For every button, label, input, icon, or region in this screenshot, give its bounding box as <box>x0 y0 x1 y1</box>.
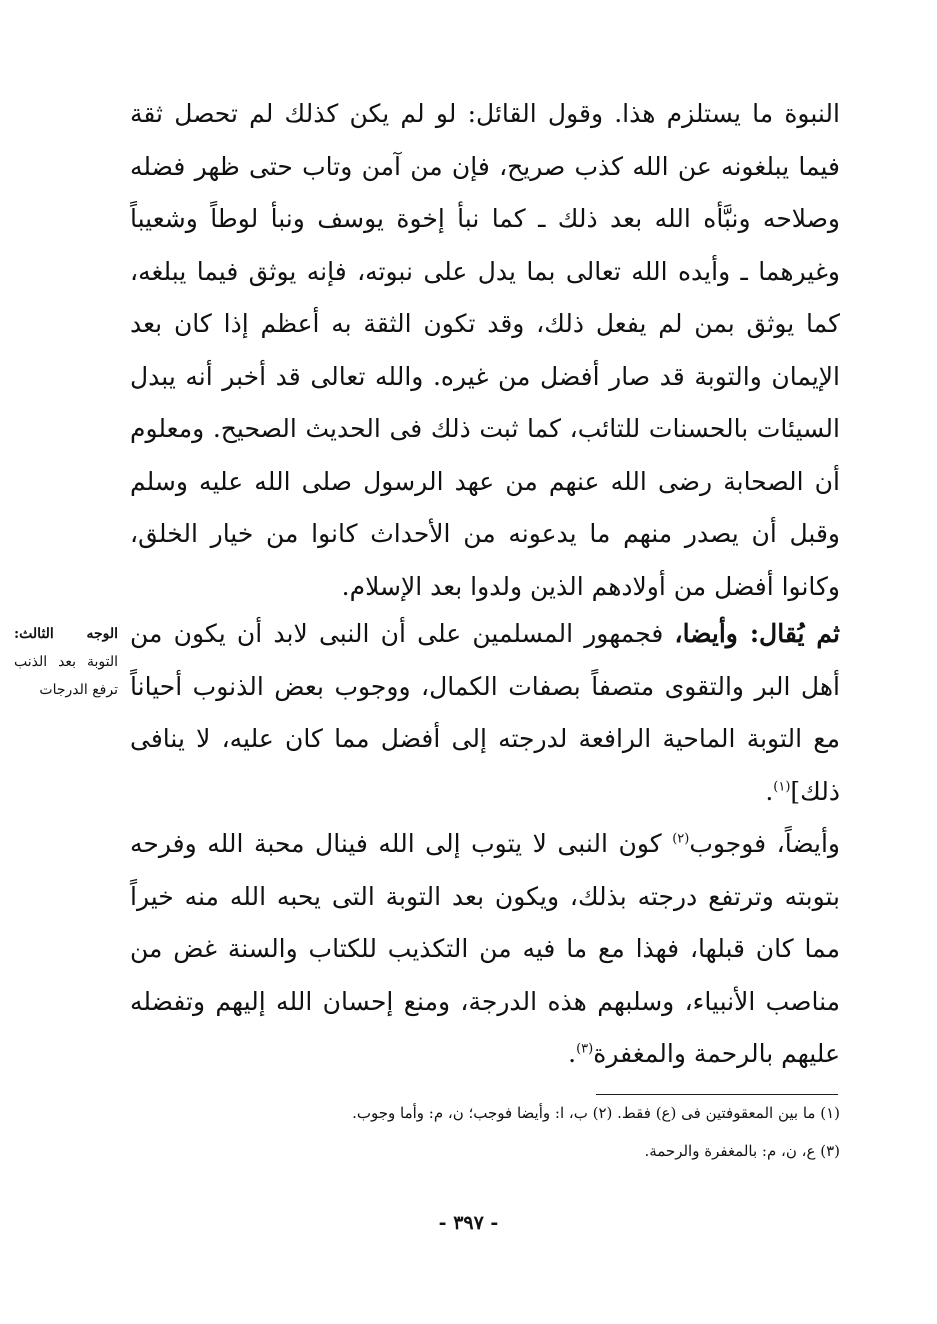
paragraph-text: فجمهور المسلمين على أن النبى لابد أن يكون من أهل البر والتقوى متصفاً بصفات الكمال، ووجوب بعض الذنوب أحياناً مع التوبة الماحية الرافعة لدرجته إلى أفضل مما كان عليه، لا ينافى ذلك] <box>130 619 840 806</box>
margin-note <box>14 620 118 704</box>
footnote-line-2: (٣) ع، ن، م: بالمغفرة والرحمة. <box>644 1142 840 1160</box>
paragraph-end: . <box>568 1039 577 1068</box>
paragraph-lead: ثم يُقال: وأيضا، <box>674 619 841 648</box>
footnote-ref-2: (٢) <box>672 831 690 847</box>
margin-note-text: التوبة بعد الذنب ترفع الدرجات <box>14 654 118 698</box>
body-paragraph-2 <box>130 608 840 818</box>
footnote-ref-1: (١) <box>773 779 791 795</box>
page-number: - ٣٩٧ - <box>438 1212 499 1234</box>
paragraph-text-b: كون النبى لا يتوب إلى الله فينال محبة الله وفرحه بتوبته وترتفع درجته بذلك، ويكون بعد التوبة التى يحبه الله منه خيراً مما كان قبلها، فهذا مع ما فيه من التكذيب للكتاب والسنة غض من مناصب الأنبياء، وسلبهم هذه الدرجة، ومنع إحسان الله إليهم وتفضله عليهم بالرحمة والمغفرة <box>130 829 840 1068</box>
body-paragraph-1: النبوة ما يستلزم هذا. وقول القائل: لو لم يكن كذلك لم تحصل ثقة فيما يبلغونه عن الله كذب صريح، فإن من آمن وتاب حتى ظهر فضله وصلاحه ونبَّأه الله بعد ذلك ـ كما نبأ إخوة يوسف ونبأ لوطاً وشعيباً وغيرهما ـ وأيده الله تعالى بما يدل على نبوته، فإنه يوثق فيما يبلغه، كما يوثق بمن لم يفعل ذلك، وقد تكون الثقة به أعظم إذا كان بعد الإيمان والتوبة قد صار أفضل من غيره. والله تعالى قد أخبر أنه يبدل السيئات بالحسنات للتائب، كما ثبت ذلك فى الحديث الصحيح. ومعلوم أن الصحابة رضى الله عنهم من عهد الرسول صلى الله عليه وسلم وقبل أن يصدر منهم ما يدعونه من الأحداث كانوا من خيار الخلق، وكانوا أفضل من أولادهم الذين ولدوا بعد الإسلام. <box>130 99 840 601</box>
margin-note-lead: الوجه الثالث: <box>14 626 118 642</box>
body-paragraph-3 <box>130 818 840 1081</box>
paragraph-text-a: وأيضاً، فوجوب <box>689 829 841 858</box>
footnote-separator <box>596 1094 838 1095</box>
paragraph-end: . <box>765 776 774 806</box>
footnote-line-1: (١) ما بين المعقوفتين فى (ع) فقط. (٢) ب، ا: وأيضا فوجب؛ ن، م: وأما وجوب. <box>352 1104 840 1122</box>
footnote-ref-3: (٣) <box>576 1041 594 1057</box>
